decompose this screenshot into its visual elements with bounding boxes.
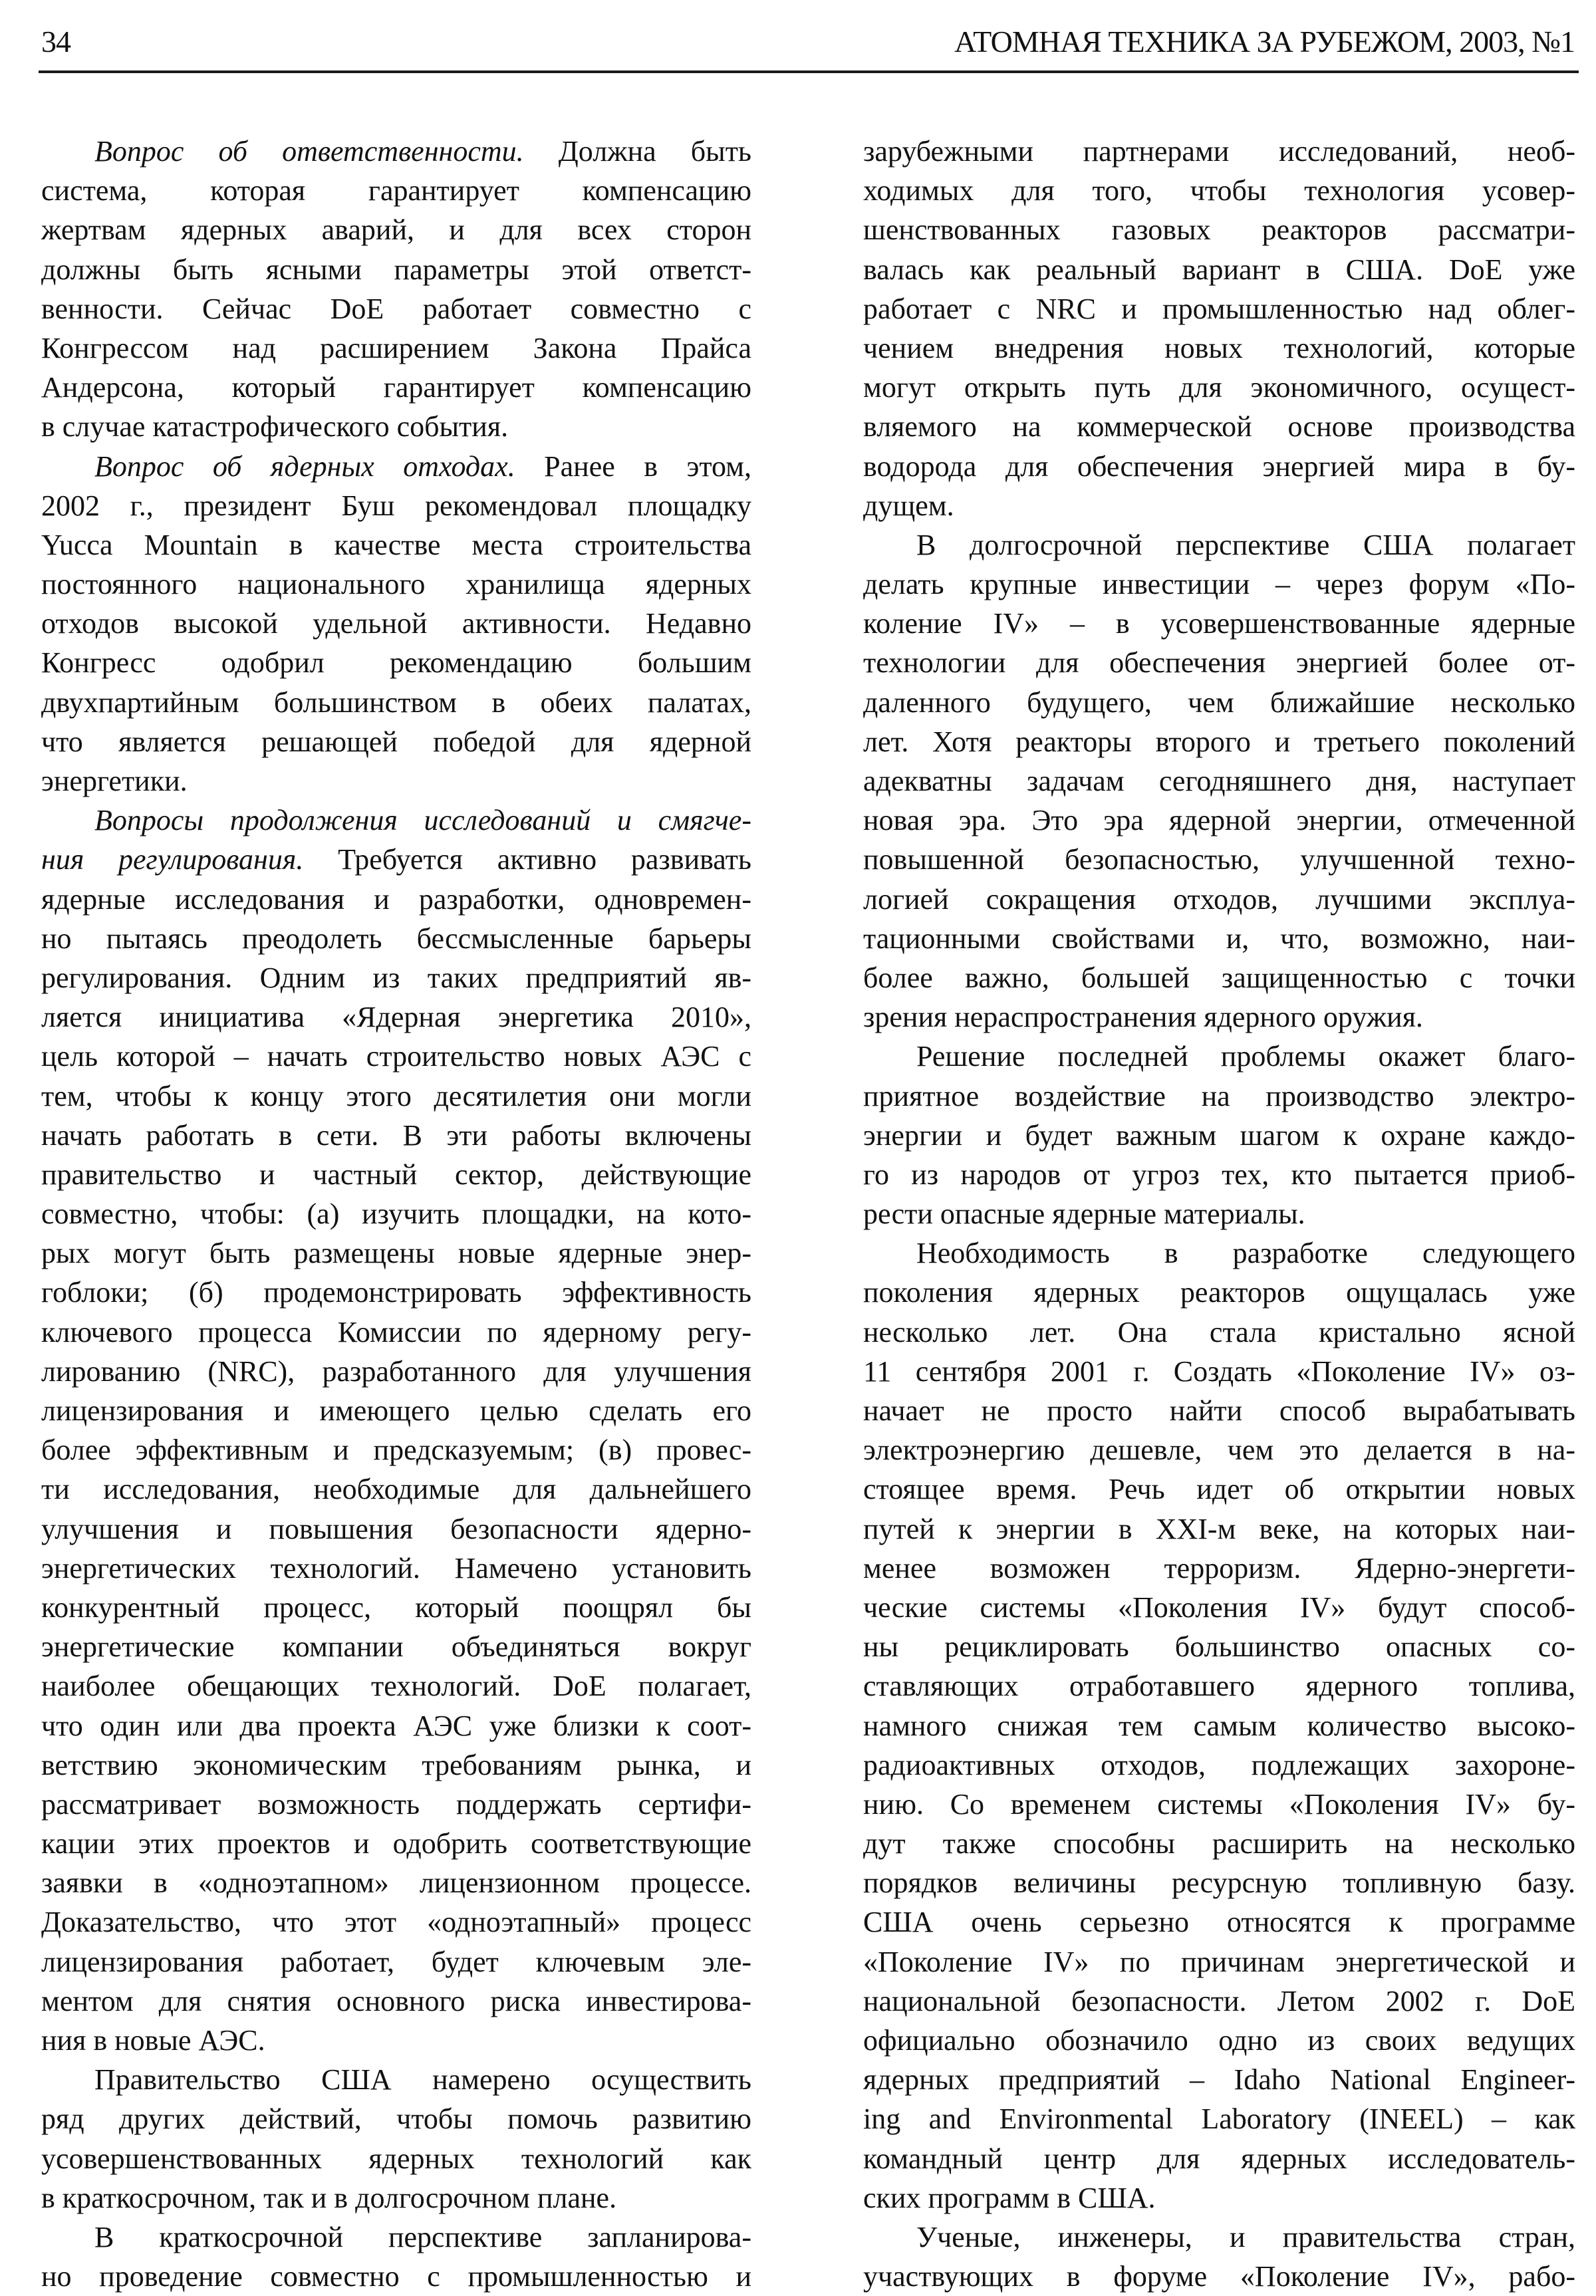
- paragraph: [863, 2218, 1575, 2296]
- text-line: новая эра. Это эра ядерной энергии, отмеченной: [863, 804, 1575, 837]
- text-line: тем, чтобы к концу этого десятилетия они могли: [41, 1079, 751, 1112]
- text-line: кации этих проектов и одобрить соответствующие: [41, 1827, 751, 1860]
- text-line: чением внедрения новых технологий, которые: [863, 331, 1575, 364]
- text-line: Доказательство, что этот «одноэтапный» процесс: [41, 1906, 751, 1939]
- text-run: Ранее в этом,: [515, 449, 751, 483]
- text-line: ских программ в США.: [863, 2181, 1156, 2214]
- text-line: 2002 г., президент Буш рекомендовал площадку: [41, 489, 751, 522]
- text-line: ментом для снятия основного риска инвестирова-: [41, 1984, 751, 2017]
- text-line: рых могут быть размещены новые ядерные энер-: [41, 1237, 751, 1270]
- text-line: В краткосрочной перспективе запланирова-: [94, 2220, 751, 2253]
- text-line: энергии и будет важным шагом к охране каждо-: [863, 1118, 1575, 1152]
- text-line: усовершенствованных ядерных технологий как: [41, 2142, 751, 2175]
- text-line: нию. Со временем системы «Поколения IV» бу-: [863, 1787, 1575, 1821]
- text-line: приятное воздействие на производство электро-: [863, 1079, 1575, 1112]
- text-line: США очень серьезно относятся к программе: [863, 1906, 1575, 1939]
- italic-lead-in: Вопрос об ядерных отходах.: [94, 449, 515, 483]
- text-line: ти исследования, необходимые для дальнейшего: [41, 1473, 751, 1506]
- text-line: ны рециклировать большинство опасных со-: [863, 1630, 1575, 1664]
- text-line: Ученые, инженеры, и правительства стран,: [916, 2220, 1575, 2253]
- text-line: 11 сентября 2001 г. Создать «Поколение IV» оз-: [863, 1354, 1575, 1388]
- text-line: Правительство США намерено осуществить: [94, 2063, 751, 2097]
- text-line: ing and Environmental Laboratory (INEEL) – как: [863, 2103, 1575, 2136]
- text-line: зарубежными партнерами исследований, необ-: [863, 135, 1575, 168]
- text-line: Решение последней проблемы окажет благо-: [916, 1040, 1575, 1073]
- paragraph: [41, 2060, 751, 2218]
- text-line: порядков величины ресурсную топливную базу.: [863, 1866, 1575, 1900]
- text-line: но проведение совместно с промышленностью и: [41, 2260, 751, 2293]
- text-line: более эффективным и предсказуемым; (в) провес-: [41, 1434, 751, 1467]
- text-line: ядерных предприятий – Idaho National Engineer-: [863, 2063, 1575, 2097]
- text-line: вляемого на коммерческой основе производства: [863, 410, 1575, 444]
- text-line: дущем.: [863, 489, 954, 522]
- text-line: лированию (NRC), разработанного для улучшения: [41, 1354, 751, 1388]
- text-line: рассматривает возможность поддержать сертифи-: [41, 1787, 751, 1821]
- text-line: ходимых для того, чтобы технология усовер-: [863, 174, 1575, 207]
- text-line: правительство и частный сектор, действующие: [41, 1158, 751, 1191]
- text-line: ставляющих отработавшего ядерного топлива,: [863, 1670, 1575, 1703]
- header-rule: [39, 70, 1579, 73]
- text-line: двухпартийным большинством в обеих палатах,: [41, 686, 751, 719]
- text-line: наиболее обещающих технологий. DoE полагает,: [41, 1670, 751, 1703]
- paragraph: [863, 1037, 1575, 1233]
- paragraph: [863, 1233, 1575, 2218]
- text-line: делать крупные инвестиции – через форум «По-: [863, 568, 1575, 601]
- text-line: работает с NRC и промышленностью над облег-: [863, 292, 1575, 325]
- text-line: цель которой – начать строительство новых АЭС с: [41, 1040, 751, 1073]
- text-line: лет. Хотя реакторы второго и третьего поколений: [863, 725, 1575, 758]
- text-line: Необходимость в разработке следующего: [916, 1237, 1575, 1270]
- text-line: начает не просто найти способ вырабатывать: [863, 1394, 1575, 1427]
- text-line: коление IV» – в усовершенствованные ядерные: [863, 607, 1575, 640]
- text-line: технологии для обеспечения энергией более от-: [863, 646, 1575, 680]
- text-line: адекватны задачам сегодняшнего дня, наступает: [863, 765, 1575, 797]
- text-line: [41, 447, 751, 486]
- text-line: но пытаясь преодолеть бессмысленные барьеры: [41, 922, 751, 955]
- text-line: Конгрессом над расширением Закона Прайса: [41, 331, 751, 364]
- paragraph: [41, 2218, 751, 2296]
- paragraph: [863, 525, 1575, 1037]
- text-line: ветствию экономическим требованиям рынка, и: [41, 1748, 751, 1781]
- text-line: «Поколение IV» по причинам энергетической и: [863, 1945, 1575, 1978]
- text-line: энергетических технологий. Намечено установить: [41, 1551, 751, 1585]
- text-line: должны быть ясными параметры этой ответст-: [41, 253, 751, 286]
- text-line: намного снижая тем самым количество высоко-: [863, 1709, 1575, 1742]
- text-line: отходов высокой удельной активности. Недавно: [41, 607, 751, 640]
- text-line: несколько лет. Она стала кристально ясной: [863, 1315, 1575, 1348]
- paragraph: [41, 801, 751, 2060]
- text-line: в случае катастрофического события.: [41, 410, 509, 444]
- text-line: что является решающей победой для ядерной: [41, 725, 751, 758]
- text-line: Yucca Mountain в качестве места строительства: [41, 528, 751, 561]
- text-line: система, которая гарантирует компенсацию: [41, 174, 751, 207]
- text-line: рести опасные ядерные материалы.: [863, 1198, 1305, 1231]
- text-line: тационными свойствами и, что, возможно, наи-: [863, 922, 1575, 955]
- text-line: венности. Сейчас DoE работает совместно с: [41, 292, 751, 325]
- paragraph: [41, 132, 751, 447]
- text-line: постоянного национального хранилища ядерных: [41, 568, 751, 601]
- italic-lead-in: Вопросы продолжения исследований и смягче-: [94, 804, 751, 837]
- text-line: повышенной безопасностью, улучшенной техно-: [863, 843, 1575, 876]
- text-line: Конгресс одобрил рекомендацию большим: [41, 646, 751, 680]
- text-line: официально обозначило одно из своих ведущих: [863, 2024, 1575, 2057]
- text-line: шенствованных газовых реакторов рассматри-: [863, 213, 1575, 247]
- text-line: ляется инициатива «Ядерная энергетика 2010»,: [41, 1001, 751, 1034]
- text-column-right: [863, 132, 1575, 2296]
- text-line: что один или два проекта АЭС уже близки к соот-: [41, 1709, 751, 1742]
- text-line: заявки в «одноэтапном» лицензионном процессе.: [41, 1866, 751, 1900]
- text-line: [41, 801, 751, 840]
- text-line: лицензирования и имеющего целью сделать его: [41, 1394, 751, 1427]
- text-line: гоблоки; (б) продемонстрировать эффективность: [41, 1276, 751, 1309]
- text-line: улучшения и повышения безопасности ядерно-: [41, 1512, 751, 1545]
- text-line: энергетические компании объединяться вокруг: [41, 1630, 751, 1664]
- text-line: начать работать в сети. В эти работы включены: [41, 1118, 751, 1152]
- italic-lead-in: ния регулирования.: [41, 843, 304, 876]
- text-line: ключевого процесса Комиссии по ядерному регу-: [41, 1315, 751, 1348]
- text-line: путей к энергии в XXI-м веке, на которых наи-: [863, 1512, 1575, 1545]
- text-line: электроэнергию дешевле, чем это делается в на-: [863, 1434, 1575, 1467]
- text-line: дут также способны расширить на несколько: [863, 1827, 1575, 1860]
- text-line: участвующих в форуме «Поколение IV», рабо-: [863, 2260, 1575, 2293]
- text-line: ядерные исследования и разработки, одновремен-: [41, 882, 751, 916]
- text-line: стоящее время. Речь идет об открытии новых: [863, 1473, 1575, 1506]
- text-line: регулирования. Одним из таких предприятий яв-: [41, 961, 751, 994]
- text-line: В долгосрочной перспективе США полагает: [916, 528, 1575, 561]
- text-line: ческие системы «Поколения IV» будут способ-: [863, 1591, 1575, 1624]
- running-header-journal-title: АТОМНАЯ ТЕХНИКА ЗА РУБЕЖОМ, 2003, №1: [954, 25, 1575, 59]
- text-line: валась как реальный вариант в США. DoE уже: [863, 253, 1575, 286]
- text-line: ния в новые АЭС.: [41, 2024, 265, 2057]
- text-line: логией сокращения отходов, лучшими эксплуа-: [863, 882, 1575, 916]
- paragraph: [863, 132, 1575, 525]
- italic-lead-in: Вопрос об ответственности.: [94, 135, 524, 168]
- text-line: могут открыть путь для экономичного, осущест-: [863, 371, 1575, 404]
- text-run: Требуется активно развивать: [303, 843, 751, 876]
- text-line: лицензирования работает, будет ключевым эле-: [41, 1945, 751, 1978]
- text-line: командный центр для ядерных исследователь-: [863, 2142, 1575, 2175]
- text-line: совместно, чтобы: (а) изучить площадки, на кото-: [41, 1198, 751, 1231]
- text-line: более важно, большей защищенностью с точки: [863, 961, 1575, 994]
- text-line: [41, 132, 751, 171]
- text-column-left: [41, 132, 751, 2296]
- text-line: национальной безопасности. Летом 2002 г. DoE: [863, 1984, 1575, 2017]
- text-line: [41, 840, 751, 879]
- text-line: го из народов от угроз тех, кто пытается приоб-: [863, 1158, 1575, 1191]
- text-line: энергетики.: [41, 765, 188, 797]
- text-line: жертвам ядерных аварий, и для всех сторон: [41, 213, 751, 247]
- text-run: Должна быть: [523, 135, 751, 168]
- text-line: в краткосрочном, так и в долгосрочном плане.: [41, 2181, 617, 2214]
- text-line: даленного будущего, чем ближайшие несколько: [863, 686, 1575, 719]
- text-line: конкурентный процесс, который поощрял бы: [41, 1591, 751, 1624]
- text-line: зрения нераспространения ядерного оружия.: [863, 1001, 1423, 1034]
- text-line: радиоактивных отходов, подлежащих захороне-: [863, 1748, 1575, 1781]
- page-number: 34: [41, 25, 70, 59]
- text-line: менее возможен терроризм. Ядерно-энергети-: [863, 1551, 1575, 1585]
- text-line: Андерсона, который гарантирует компенсацию: [41, 371, 751, 404]
- text-line: ряд других действий, чтобы помочь развитию: [41, 2103, 751, 2136]
- paragraph: [41, 447, 751, 801]
- text-line: поколения ядерных реакторов ощущалась уже: [863, 1276, 1575, 1309]
- text-line: водорода для обеспечения энергией мира в бу-: [863, 449, 1575, 483]
